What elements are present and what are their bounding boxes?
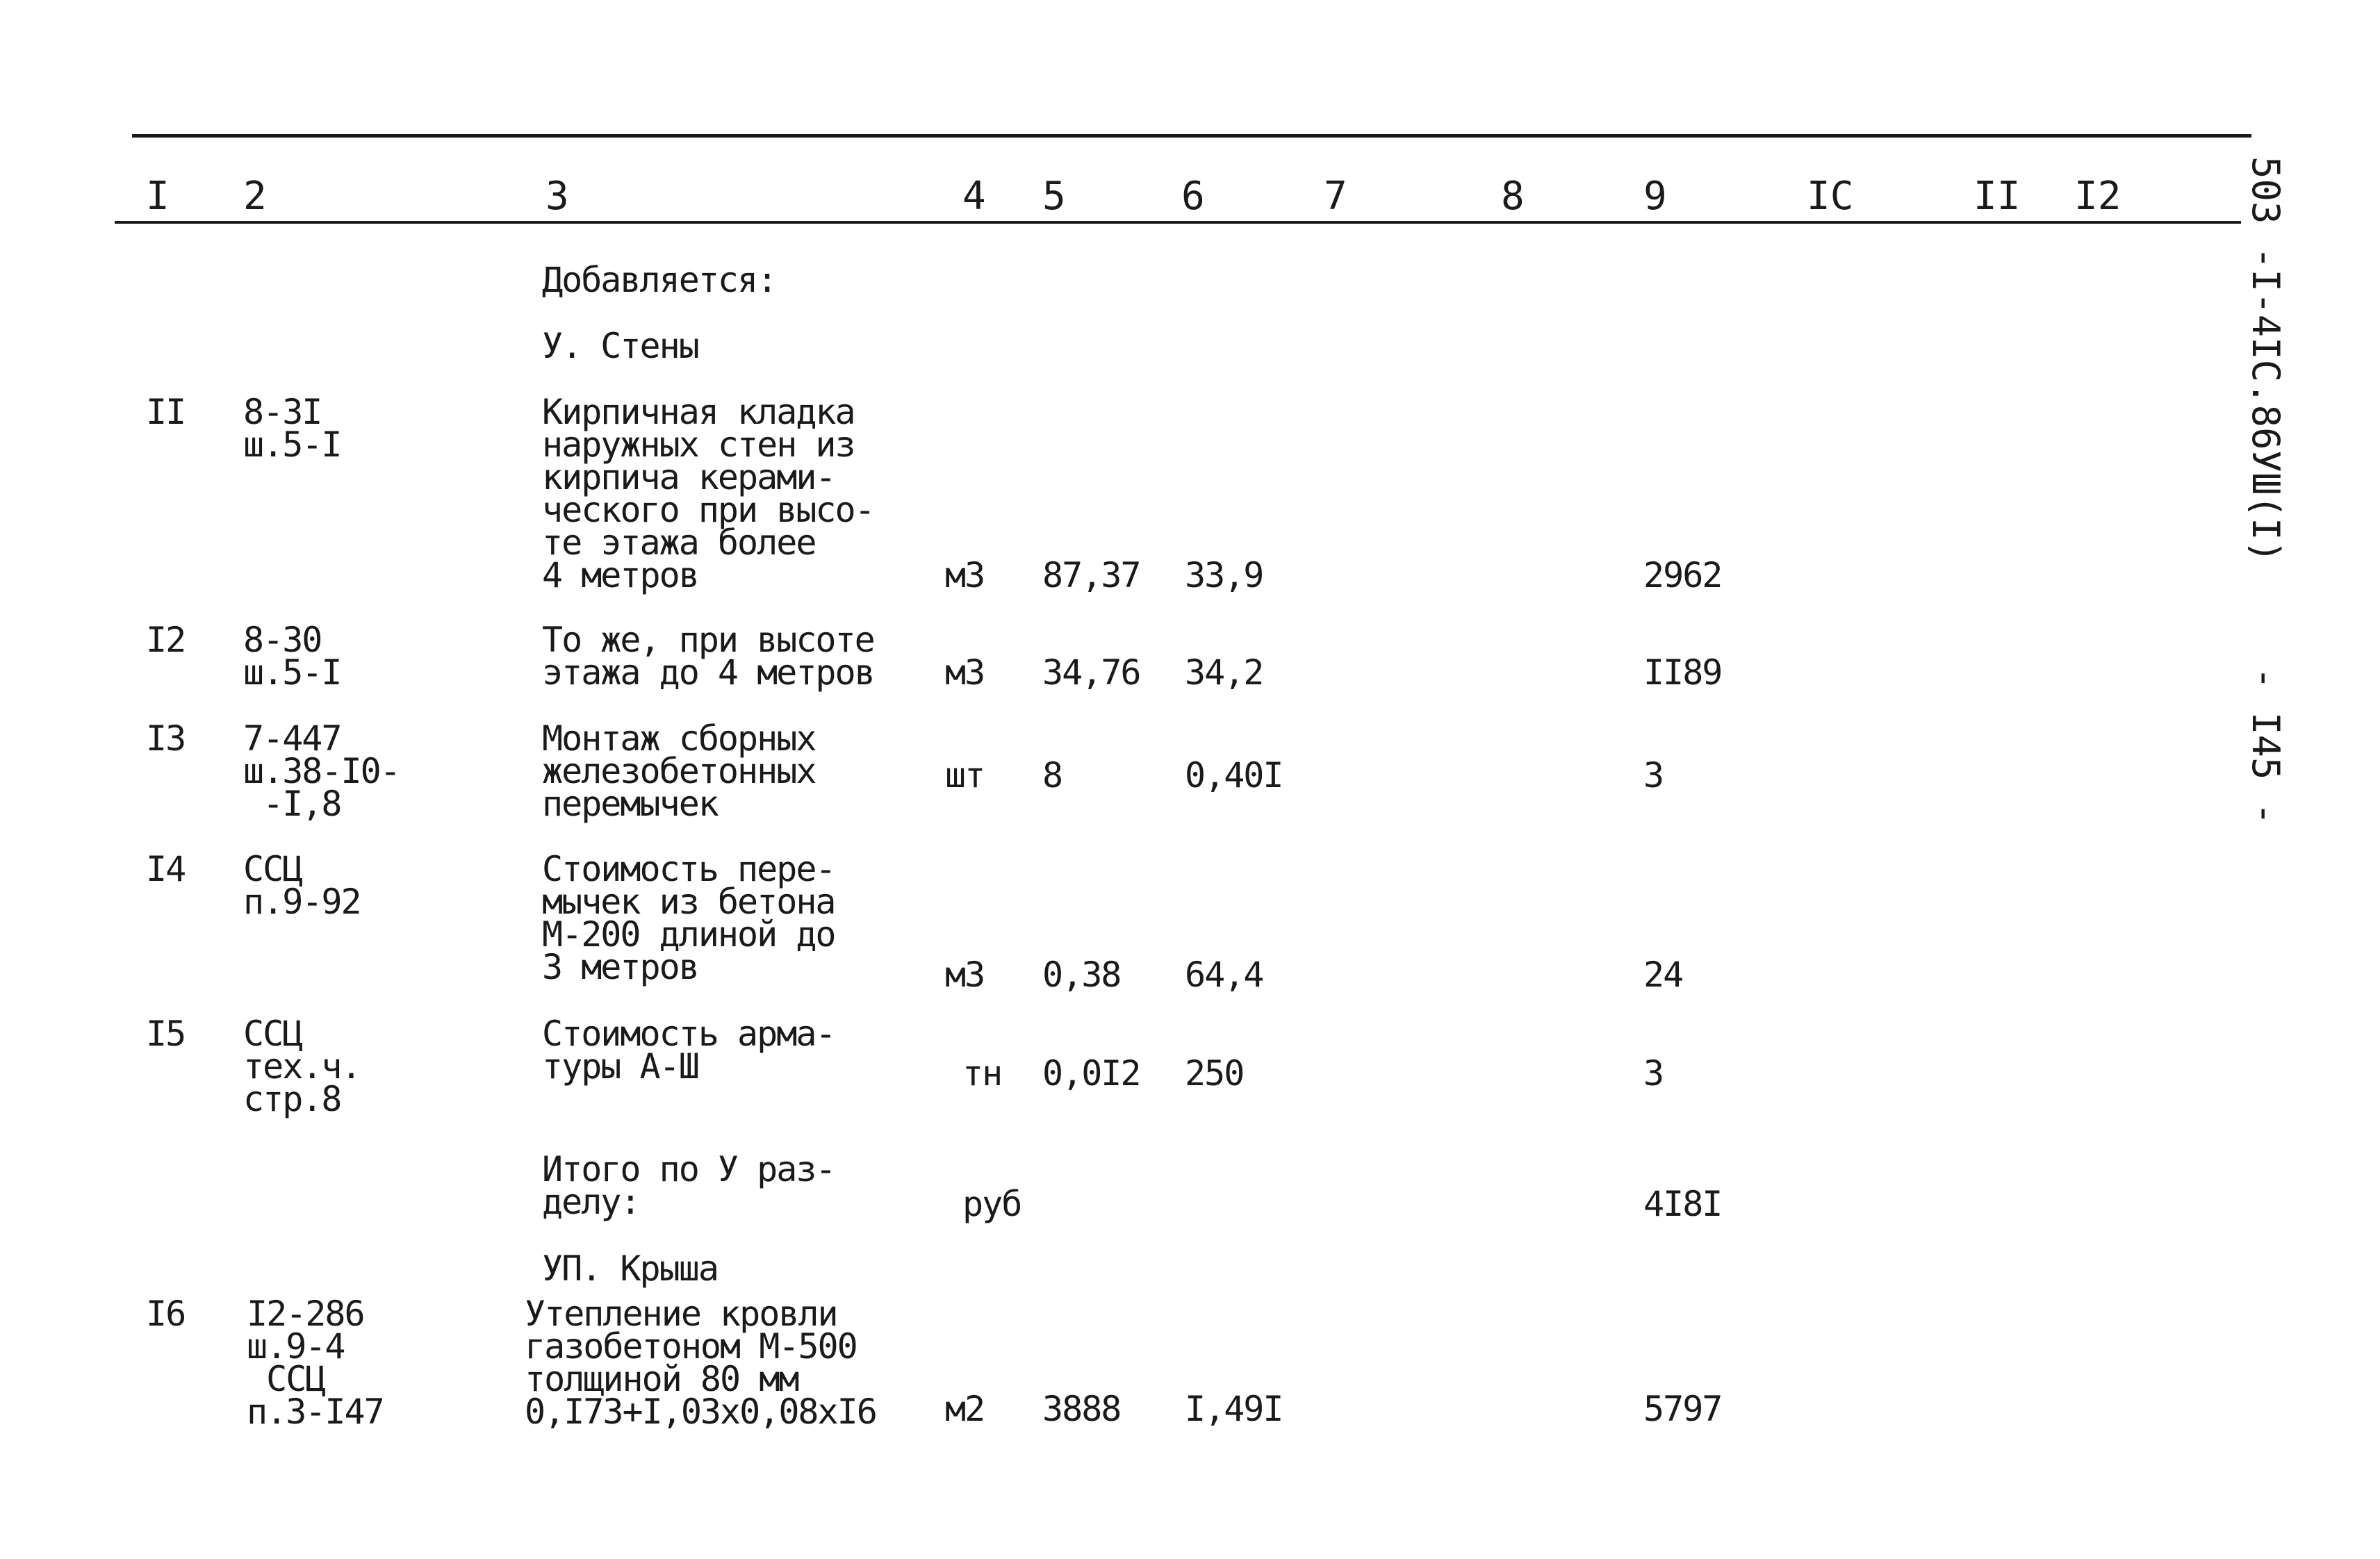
quantity: 8 (1042, 755, 1062, 795)
row-number: I3 (146, 718, 186, 759)
col-header-10: IC (1807, 174, 1854, 219)
subtotal-label: Итого по У раз- делу: (542, 1149, 835, 1222)
row-number: II (146, 392, 186, 432)
top-rule (132, 134, 2251, 138)
header-rule (115, 221, 2241, 224)
unit-price: I,49I (1185, 1389, 1283, 1429)
quantity: 34,76 (1042, 652, 1140, 693)
norm-code: I2-286 ш.9-4 ССЦ п.3-I47 (247, 1294, 384, 1432)
unit-price: 33,9 (1185, 555, 1263, 595)
col-header-8: 8 (1501, 174, 1525, 219)
col-header-9: 9 (1643, 174, 1667, 219)
subtotal-unit: руб (962, 1184, 1021, 1224)
unit: шт (945, 755, 985, 795)
section-walls-heading: У. Стены (542, 326, 698, 366)
col-header-2: 2 (243, 174, 267, 219)
unit: м3 (945, 555, 985, 595)
unit-price: 0,40I (1185, 755, 1283, 795)
row-number: I5 (146, 1014, 186, 1054)
norm-code: 8-3I ш.5-I (243, 392, 341, 465)
work-description: Стоимость арма- туры А-Ш (542, 1014, 835, 1087)
unit: м3 (945, 955, 985, 995)
quantity: 0,38 (1042, 955, 1121, 995)
quantity: 87,37 (1042, 555, 1140, 595)
unit: м2 (945, 1389, 985, 1429)
work-description: Кирпичная кладка наружных стен из кирпича керами- ческого при высо- те этажа более 4 метров (542, 392, 874, 595)
total-cost: II89 (1643, 652, 1722, 693)
row-number: I4 (146, 849, 186, 889)
col-header-6: 6 (1181, 174, 1205, 219)
row-number: I6 (146, 1294, 186, 1334)
norm-code: ССЦ тех.ч. стр.8 (243, 1014, 361, 1119)
quantity: 3888 (1042, 1389, 1121, 1429)
work-description: Утепление кровли газобетоном М-500 толщиной 80 мм 0,I73+I,03х0,08хI6 (525, 1294, 876, 1432)
col-header-11: II (1973, 174, 2021, 219)
document-code: 503 -I-4IC.86УШ(I) (2244, 156, 2288, 563)
total-cost: 24 (1643, 955, 1683, 995)
unit-price: 34,2 (1185, 652, 1263, 693)
norm-code: 8-30 ш.5-I (243, 620, 341, 693)
work-description: Монтаж сборных железобетонных перемычек (542, 718, 816, 824)
col-header-7: 7 (1324, 174, 1347, 219)
unit-price: 250 (1185, 1053, 1244, 1094)
quantity: 0,0I2 (1042, 1053, 1140, 1094)
total-cost: 3 (1643, 755, 1664, 795)
norm-code: ССЦ п.9-92 (243, 849, 361, 922)
section-added-heading: Добавляется: (542, 260, 777, 300)
total-cost: 2962 (1643, 555, 1722, 595)
work-description: То же, при высоте этажа до 4 метров (542, 620, 874, 693)
col-header-3: 3 (545, 174, 569, 219)
subtotal-total: 4I8I (1643, 1184, 1722, 1224)
unit-price: 64,4 (1185, 955, 1263, 995)
section-roof-heading: УП. Крыша (542, 1248, 718, 1289)
page-number: - I45 - (2244, 667, 2288, 825)
total-cost: 5797 (1643, 1389, 1722, 1429)
col-header-5: 5 (1042, 174, 1066, 219)
unit: м3 (945, 652, 985, 693)
col-header-1: I (146, 174, 170, 219)
total-cost: 3 (1643, 1053, 1664, 1094)
unit: тн (962, 1053, 1002, 1094)
col-header-4: 4 (962, 174, 986, 219)
col-header-12: I2 (2074, 174, 2122, 219)
work-description: Стоимость пере- мычек из бетона М-200 длиной до 3 метров (542, 849, 835, 987)
norm-code: 7-447 ш.38-I0- -I,8 (243, 718, 400, 824)
row-number: I2 (146, 620, 186, 660)
